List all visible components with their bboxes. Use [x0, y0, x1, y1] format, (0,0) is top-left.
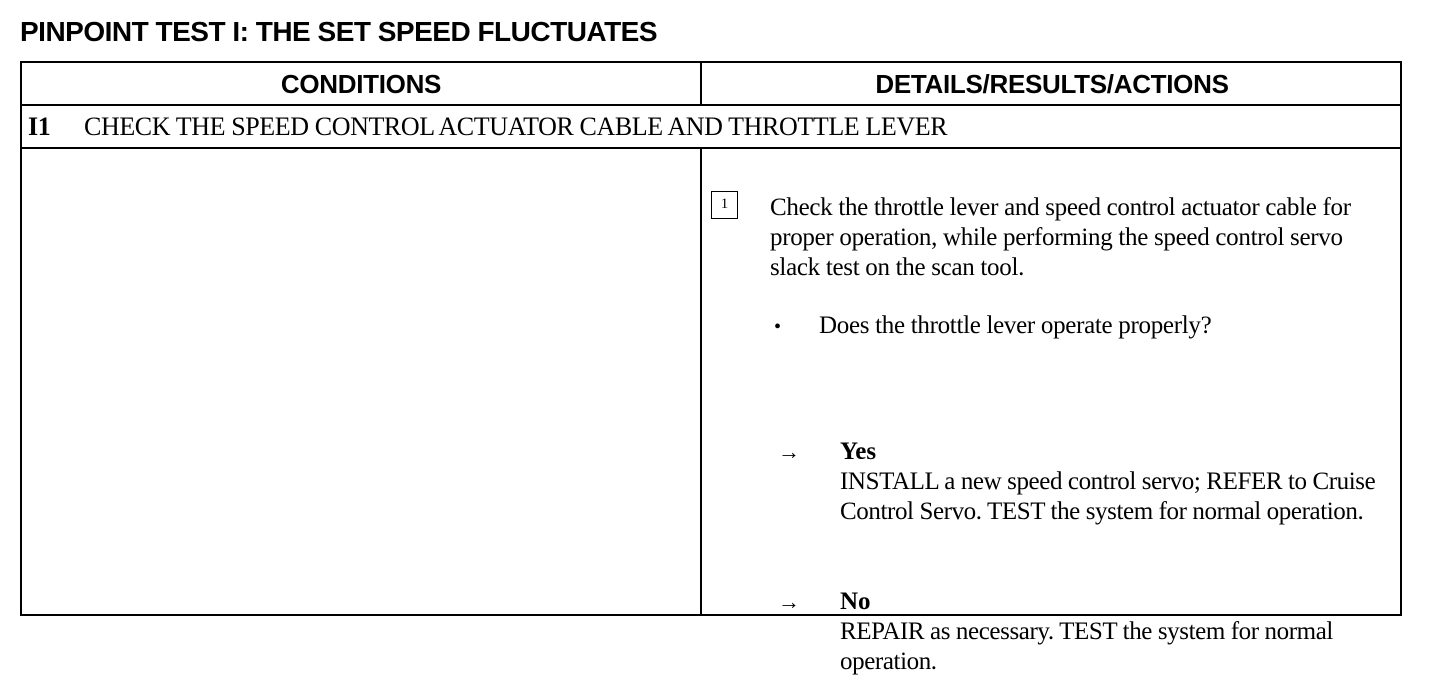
step-row-divider	[22, 147, 1400, 149]
question-text: Does the throttle lever operate properly?	[819, 312, 1212, 339]
arrow-right-icon: →	[778, 589, 800, 614]
conditions-column-header: CONDITIONS	[280, 69, 442, 99]
question	[774, 311, 1374, 342]
step-id: I1	[28, 112, 51, 141]
step-title-row	[28, 107, 947, 147]
bullet-icon: •	[774, 316, 781, 338]
answer-label-no: No	[840, 588, 871, 615]
arrow-right-icon: →	[778, 439, 800, 464]
page-title: PINPOINT TEST I: THE SET SPEED FLUCTUATES	[20, 16, 658, 47]
details-column-header: DETAILS/RESULTS/ACTIONS	[875, 69, 1229, 99]
header-row-divider	[22, 104, 1400, 106]
answer-label-yes: Yes	[840, 438, 877, 465]
step-number-box: 1	[711, 191, 738, 219]
step-title: CHECK THE SPEED CONTROL ACTUATOR CABLE AND THROTTLE LEVER	[84, 112, 948, 141]
pinpoint-test-table	[20, 61, 1402, 675]
answer-text-no: REPAIR as necessary. TEST the system for normal operation.	[840, 618, 1333, 675]
column-divider-body	[700, 149, 702, 614]
answer-text-yes: INSTALL a new speed control servo; REFER to Cruise Control Servo. TEST the system for normal operation.	[840, 468, 1376, 525]
step-instruction: Check the throttle lever and speed control actuator cable for proper operation, while performing the speed control servo slack test on the scan tool.	[770, 194, 1351, 281]
